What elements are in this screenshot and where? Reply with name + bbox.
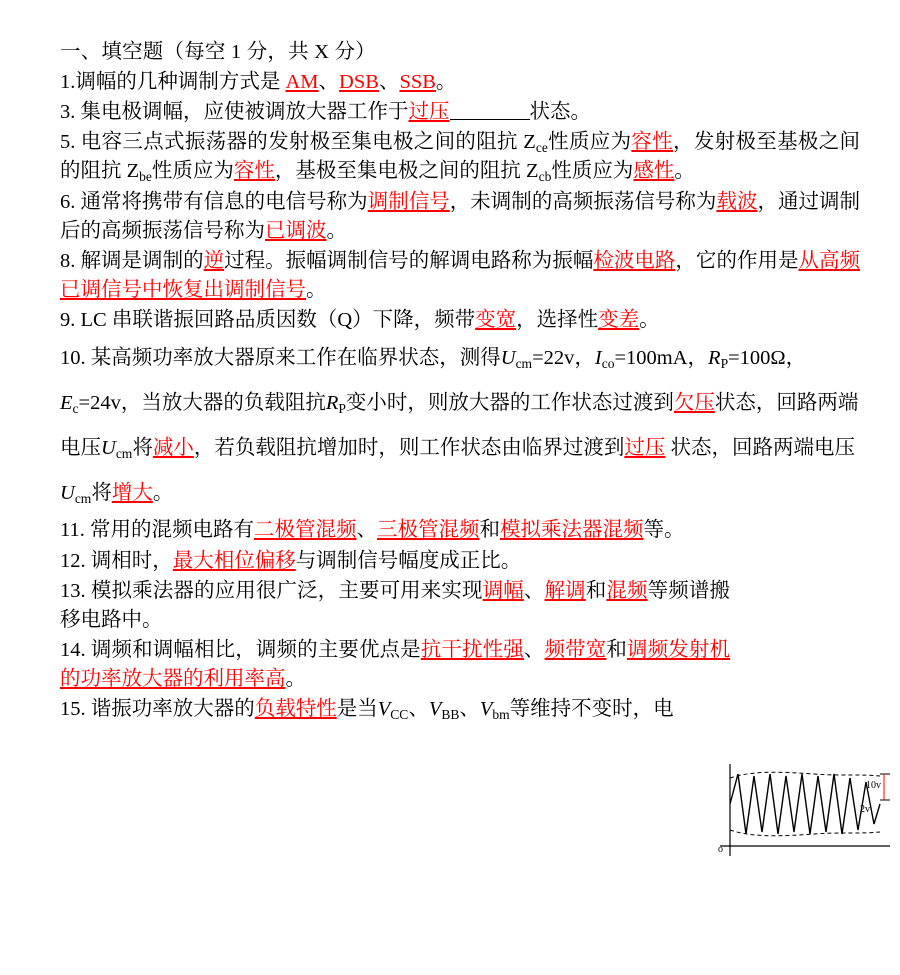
answer-blank: 过压	[624, 437, 666, 460]
subscript-c: c	[72, 400, 79, 416]
q10-part-4: 将	[132, 437, 153, 460]
separator: 、	[459, 698, 480, 721]
question-number: 12.	[60, 549, 86, 572]
question-text: 调相时，最大相位偏移与调制信号幅度成正比。	[85, 549, 522, 572]
q10-part-5: ，若负载阻抗增加时，则工作状态由临界过渡到	[193, 437, 625, 460]
subscript-p: P	[720, 355, 729, 371]
label-origin: o	[718, 844, 723, 855]
question-item-6	[60, 188, 860, 246]
answer-blank: 从高频已调信号中恢复出调制信号	[60, 249, 861, 301]
subscript-cm-2: cm	[115, 446, 133, 462]
answer-blank: 三极管混频	[377, 519, 480, 542]
subscript-cb: cb	[538, 169, 552, 185]
answer-blank: 载波	[716, 190, 758, 213]
question-number: 15.	[60, 698, 86, 721]
question-number: 14.	[60, 638, 86, 661]
answer-blank: 已调波	[265, 219, 327, 242]
answer-blank: 最大相位偏移	[172, 549, 296, 572]
answer-blank: DSB	[339, 71, 379, 94]
question-item-5	[60, 128, 860, 186]
var-Ucm-3: U	[60, 482, 75, 505]
subscript-ce: ce	[535, 140, 548, 156]
answer-blank: 变宽	[475, 308, 517, 331]
q10-part-2: 变小时，则放大器的工作状态过渡到	[345, 392, 674, 415]
question-number: 10.	[60, 347, 86, 370]
subscript-cc: CC	[390, 706, 409, 722]
answer-blank: 过压	[408, 101, 450, 124]
question-text: 模拟乘法器的应用很广泛，主要可用来实现调幅、解调和混频等频谱搬移电路中。	[60, 579, 731, 631]
var-Ucm-2: U	[101, 437, 116, 460]
answer-blank: 变差	[598, 308, 640, 331]
question-item-11	[60, 516, 860, 545]
question-text: 电容三点式振荡器的发射极至集电极之间的阻抗 $Z_{ce}$性质应为容性，发射极至基极之间的阻抗 $Z_{be}$性质应为容性，基极至集电极之间的阻抗 $Z_{cb}$性质应为感性。	[60, 131, 861, 185]
q10-part-7: 将	[91, 482, 112, 505]
q15-part-3: 等维持不变时，电	[509, 698, 674, 721]
question-text: 调频和调幅相比，调频的主要优点是抗干扰性强、频带宽和调频发射机的功率放大器的利用率高。	[60, 638, 731, 691]
answer-blank: 负载特性	[254, 698, 337, 721]
q10-val-ico: =100mA，	[614, 347, 709, 370]
question-text	[86, 698, 674, 720]
answer-blank: 欠压	[673, 392, 715, 415]
question-text: LC 串联谐振回路品质因数（Q）下降，频带变宽，选择性变差。	[75, 308, 660, 331]
subscript-bm: bm	[492, 706, 510, 722]
subscript-p-2: P	[338, 400, 346, 416]
answer-blank: 调频发射机的功率放大器的利用率高	[60, 638, 731, 691]
question-number: 3.	[60, 101, 76, 124]
waveform-diagram	[714, 760, 894, 865]
subscript-cm-3: cm	[74, 491, 92, 507]
answer-blank: 解调	[544, 579, 586, 602]
subscript-be: be	[139, 169, 152, 185]
subscript-cm: cm	[515, 355, 533, 371]
answer-blank: 调幅	[482, 579, 524, 602]
question-item-9	[60, 306, 860, 335]
waveform-svg	[714, 760, 894, 865]
answer-blank: 容性	[631, 131, 674, 154]
question-item-10	[60, 336, 860, 516]
section-title: 一、填空题（每空 1 分，共 X 分）	[60, 41, 376, 63]
q10-val-ucm: =22v，	[532, 347, 595, 370]
answer-blank: 减小	[152, 437, 194, 460]
fill-in-blank-line	[450, 119, 530, 120]
subscript-co: co	[601, 355, 615, 371]
carrier-waveform	[730, 774, 880, 834]
question-number: 6.	[60, 190, 76, 213]
answer-blank: 感性	[633, 160, 675, 183]
answer-blank: 模拟乘法器混频	[500, 519, 644, 542]
question-item-14	[60, 636, 730, 694]
var-Rp-2: R	[325, 392, 339, 415]
answer-blank: SSB	[399, 71, 436, 94]
question-item-1	[60, 68, 860, 97]
question-text: 通常将携带有信息的电信号称为调制信号，未调制的高频振荡信号称为载波，通过调制后的高频振荡信号称为已调波。	[60, 190, 861, 242]
question-text	[60, 347, 859, 507]
label-2v: 2v	[860, 804, 870, 815]
question-text: 调幅的几种调制方式是 AM、DSB、SSB。	[75, 71, 457, 94]
question-number: 5.	[60, 131, 76, 154]
envelope-lower	[730, 830, 880, 836]
question-text: 集电极调幅，应使被调放大器工作于过压 状态。	[75, 101, 591, 124]
question-item-15	[60, 695, 860, 724]
q10-part-6: 状态，回路两端电压	[665, 437, 855, 460]
question-number: 11.	[60, 519, 85, 542]
var-Ucm: U	[500, 347, 516, 370]
answer-blank: 频带宽	[544, 638, 607, 661]
var-Vcc: V	[377, 698, 391, 721]
answer-blank: 抗干扰性强	[420, 638, 524, 661]
document-content	[60, 38, 860, 725]
answer-blank: 检波电路	[593, 249, 676, 272]
q10-val-ec: =24v，当放大器的负载阻抗	[78, 392, 326, 415]
var-Ec: E	[60, 392, 73, 415]
q10-part-1: 某高频功率放大器原来工作在临界状态，测得	[85, 347, 501, 370]
q15-part-2: 是当	[336, 698, 378, 721]
var-Vbm: V	[479, 698, 493, 721]
answer-blank: 增大	[111, 482, 153, 505]
q10-part-8: 。	[152, 482, 174, 505]
q10-val-rp: =100Ω，	[728, 347, 807, 370]
subscript-bb: BB	[441, 706, 460, 722]
separator: 、	[408, 698, 429, 721]
answer-blank: 逆	[203, 249, 225, 272]
q10-part-3: 状态，回路两端电压	[60, 392, 859, 460]
envelope-upper	[730, 772, 880, 778]
answer-blank: 混频	[606, 579, 648, 602]
label-10v: 10v	[866, 780, 881, 791]
var-Rp: R	[708, 347, 721, 370]
var-Vbb: V	[428, 698, 442, 721]
question-number: 1.	[60, 71, 76, 94]
question-item-13	[60, 577, 730, 635]
question-number: 8.	[60, 249, 76, 272]
question-item-12	[60, 547, 860, 576]
question-number: 13.	[60, 579, 86, 602]
question-text: 解调是调制的逆过程。振幅调制信号的解调电路称为振幅检波电路，它的作用是从高频已调信号中恢复出调制信号。	[60, 249, 861, 301]
var-Ico: I	[594, 347, 602, 370]
answer-blank: 容性	[233, 160, 275, 183]
question-item-8	[60, 247, 860, 305]
answer-blank: 调制信号	[367, 190, 450, 213]
question-number: 9.	[60, 308, 76, 331]
answer-blank: AM	[285, 71, 319, 94]
question-text: 常用的混频电路有二极管混频、三极管混频和模拟乘法器混频等。	[84, 519, 685, 542]
q15-part-1: 谐振功率放大器的	[85, 698, 255, 721]
question-item-3	[60, 98, 860, 127]
answer-blank: 二极管混频	[254, 519, 357, 542]
